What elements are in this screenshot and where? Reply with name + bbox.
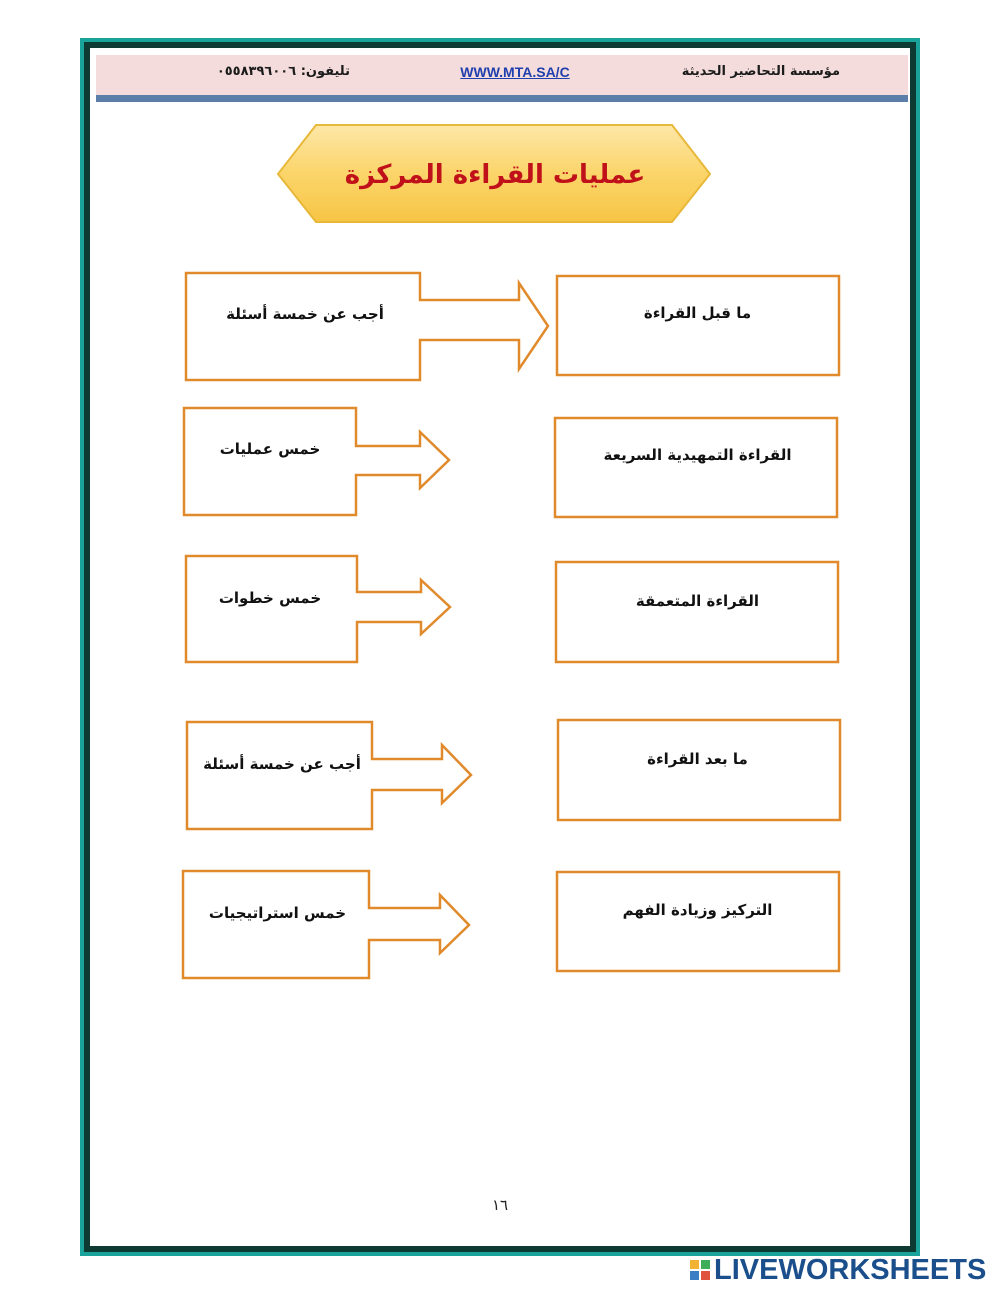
page-title: عمليات القراءة المركزة <box>344 160 646 190</box>
detail-label-1: أجب عن خمسة أسئلة <box>226 305 384 323</box>
header-website-link[interactable]: WWW.MTA.SA/C <box>460 64 570 80</box>
liveworksheets-wordmark: LIVEWORKSHEETS <box>714 1254 987 1286</box>
stage-box-2 <box>555 418 837 517</box>
stage-label-3: القراءة المتعمقة <box>635 592 760 610</box>
stage-box-3 <box>556 562 838 662</box>
stage-box-4 <box>558 720 840 820</box>
detail-callout-2 <box>184 408 449 515</box>
page-number: ١٦ <box>491 1196 509 1214</box>
header-organization: مؤسسة التحاضير الحديثة <box>681 64 840 79</box>
stage-box-5 <box>557 872 839 971</box>
header-phone: تليفون: ٠٥٥٨٣٩٦٠٠٦ <box>216 64 350 79</box>
detail-label-3: خمس خطوات <box>218 589 322 607</box>
detail-label-4: أجب عن خمسة أسئلة <box>203 755 361 773</box>
stage-box-1 <box>557 276 839 375</box>
stage-label-1: ما قبل القراءة <box>643 304 752 322</box>
detail-label-2: خمس عمليات <box>219 440 321 458</box>
liveworksheets-logo-icon <box>690 1260 710 1280</box>
stage-label-5: التركيز وزيادة الفهم <box>622 901 773 919</box>
stage-label-2: القراءة التمهيدية السريعة <box>603 446 792 464</box>
stage-label-4: ما بعد القراءة <box>647 750 748 768</box>
detail-callout-4 <box>187 722 471 829</box>
liveworksheets-brand[interactable] <box>690 1254 990 1286</box>
detail-callout-3 <box>186 556 450 662</box>
detail-label-5: خمس استراتيجيات <box>208 904 347 922</box>
detail-callout-1 <box>186 273 548 380</box>
detail-callout-5 <box>183 871 469 978</box>
